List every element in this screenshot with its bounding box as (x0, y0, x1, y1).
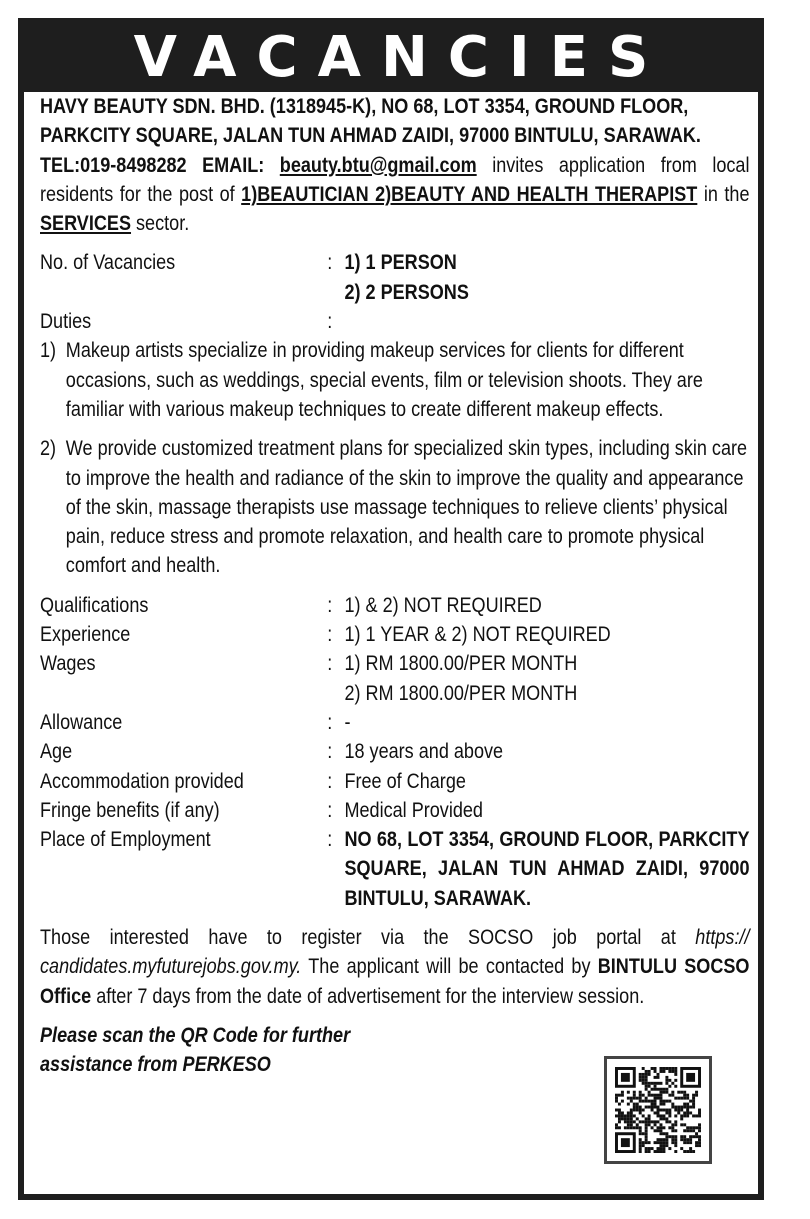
place-value: NO 68, LOT 3354, GROUND FLOOR, PARKCITY SQUARE, JALAN TUN AHMAD ZAIDI, 97000 BINTULU, SARAWAK. (344, 828, 750, 910)
fringe-label: Fringe benefits (if any) (40, 798, 220, 822)
vacancies-value-2: 2) 2 PERSONS (344, 280, 469, 304)
duties-label: Duties (40, 310, 92, 334)
experience-value: 1) 1 YEAR & 2) NOT REQUIRED (344, 623, 611, 647)
advertisement-body (40, 92, 750, 1080)
job-portal-link[interactable]: https:// candidates.myfuturejobs.gov.my. (40, 926, 750, 979)
accommodation-row (40, 767, 750, 796)
register-mid: The applicant will be contacted by (301, 955, 598, 979)
qr-code-icon[interactable] (604, 1056, 712, 1164)
company-tel: TEL:019-8498282 EMAIL: (40, 153, 265, 177)
sector-pre: in the (697, 182, 750, 206)
vacancies-value-1: 1) 1 PERSON (344, 251, 457, 275)
banner-title: VACANCIES (133, 25, 669, 90)
qr-note-line-2: assistance from PERKESO (40, 1053, 271, 1077)
register-pre: Those interested have to register via the SOCSO job portal at (40, 926, 696, 950)
wages-label: Wages (40, 652, 96, 676)
detail-colon: : (327, 652, 333, 676)
invite-text: invites application from local residents for the post of (40, 153, 750, 206)
socso-office: BINTULU SOCSO Office (40, 955, 750, 1008)
qr-note-line-1: Please scan the QR Code for further (40, 1023, 351, 1047)
age-value: 18 years and above (344, 740, 504, 764)
duty-item (40, 336, 750, 424)
detail-colon: : (327, 623, 333, 647)
accommodation-value: Free of Charge (344, 769, 466, 793)
register-paragraph (40, 923, 750, 1011)
detail-colon: : (327, 828, 333, 852)
sector-name: SERVICES (40, 212, 132, 236)
vacancies-value (344, 248, 749, 307)
experience-row (40, 620, 750, 649)
fringe-row (40, 796, 750, 825)
qualifications-row (40, 591, 750, 620)
allowance-row (40, 708, 750, 737)
qualifications-label: Qualifications (40, 593, 149, 617)
duty-text: We provide customized treatment plans for specialized skin types, including skin care to improve the health and radiance of the skin to improve the quality and appearance of the skin, massage therapists use massage techniques to relieve clients’ physical pain, reduce stress and promote relaxation, and health care to promote physical comfort and health. (65, 437, 748, 578)
company-line-2: PARKCITY SQUARE, JALAN TUN AHMAD ZAIDI, 97000 BINTULU, SARAWAK. (40, 124, 701, 148)
duties-row (40, 307, 750, 336)
duty-number: 1) (40, 339, 57, 363)
wages-value (344, 649, 749, 708)
fringe-value: Medical Provided (344, 798, 483, 822)
experience-label: Experience (40, 623, 131, 647)
duties-colon: : (327, 310, 333, 334)
detail-colon: : (327, 740, 333, 764)
allowance-value: - (344, 710, 351, 734)
age-row (40, 737, 750, 766)
register-post: after 7 days from the date of advertisement for the interview session. (91, 984, 645, 1008)
advertisement-frame (18, 18, 764, 1200)
age-label: Age (40, 740, 73, 764)
duty-number: 2) (40, 437, 57, 461)
vacancies-banner (24, 24, 758, 92)
company-contact-paragraph (40, 151, 750, 239)
vacancies-row (40, 248, 750, 307)
vacancies-colon: : (327, 251, 333, 275)
accommodation-label: Accommodation provided (40, 769, 244, 793)
wages-row (40, 649, 750, 708)
detail-colon: : (327, 710, 333, 734)
detail-colon: : (327, 593, 333, 617)
duty-text: Makeup artists specialize in providing makeup services for clients for different occasions, such as weddings, special events, film or television shoots. They are familiar with various makeup techniques to create different makeup effects. (65, 339, 703, 421)
qualifications-value: 1) & 2) NOT REQUIRED (344, 593, 542, 617)
detail-colon: : (327, 798, 333, 822)
place-row (40, 825, 750, 913)
allowance-label: Allowance (40, 710, 123, 734)
company-line-1: HAVY BEAUTY SDN. BHD. (1318945-K), NO 68, LOT 3354, GROUND FLOOR, (40, 95, 689, 118)
post-title: 1)BEAUTICIAN 2)BEAUTY AND HEALTH THERAPIST (241, 182, 698, 206)
wages-value-2: 2) RM 1800.00/PER MONTH (344, 681, 578, 705)
company-email-link[interactable]: beauty.btu@gmail.com (279, 153, 477, 177)
vacancies-label: No. of Vacancies (40, 251, 176, 275)
detail-colon: : (327, 769, 333, 793)
qr-code-graphic (615, 1067, 701, 1153)
duty-item (40, 434, 750, 580)
wages-value-1: 1) RM 1800.00/PER MONTH (344, 652, 578, 676)
place-label: Place of Employment (40, 828, 211, 852)
sector-post: sector. (131, 212, 190, 236)
